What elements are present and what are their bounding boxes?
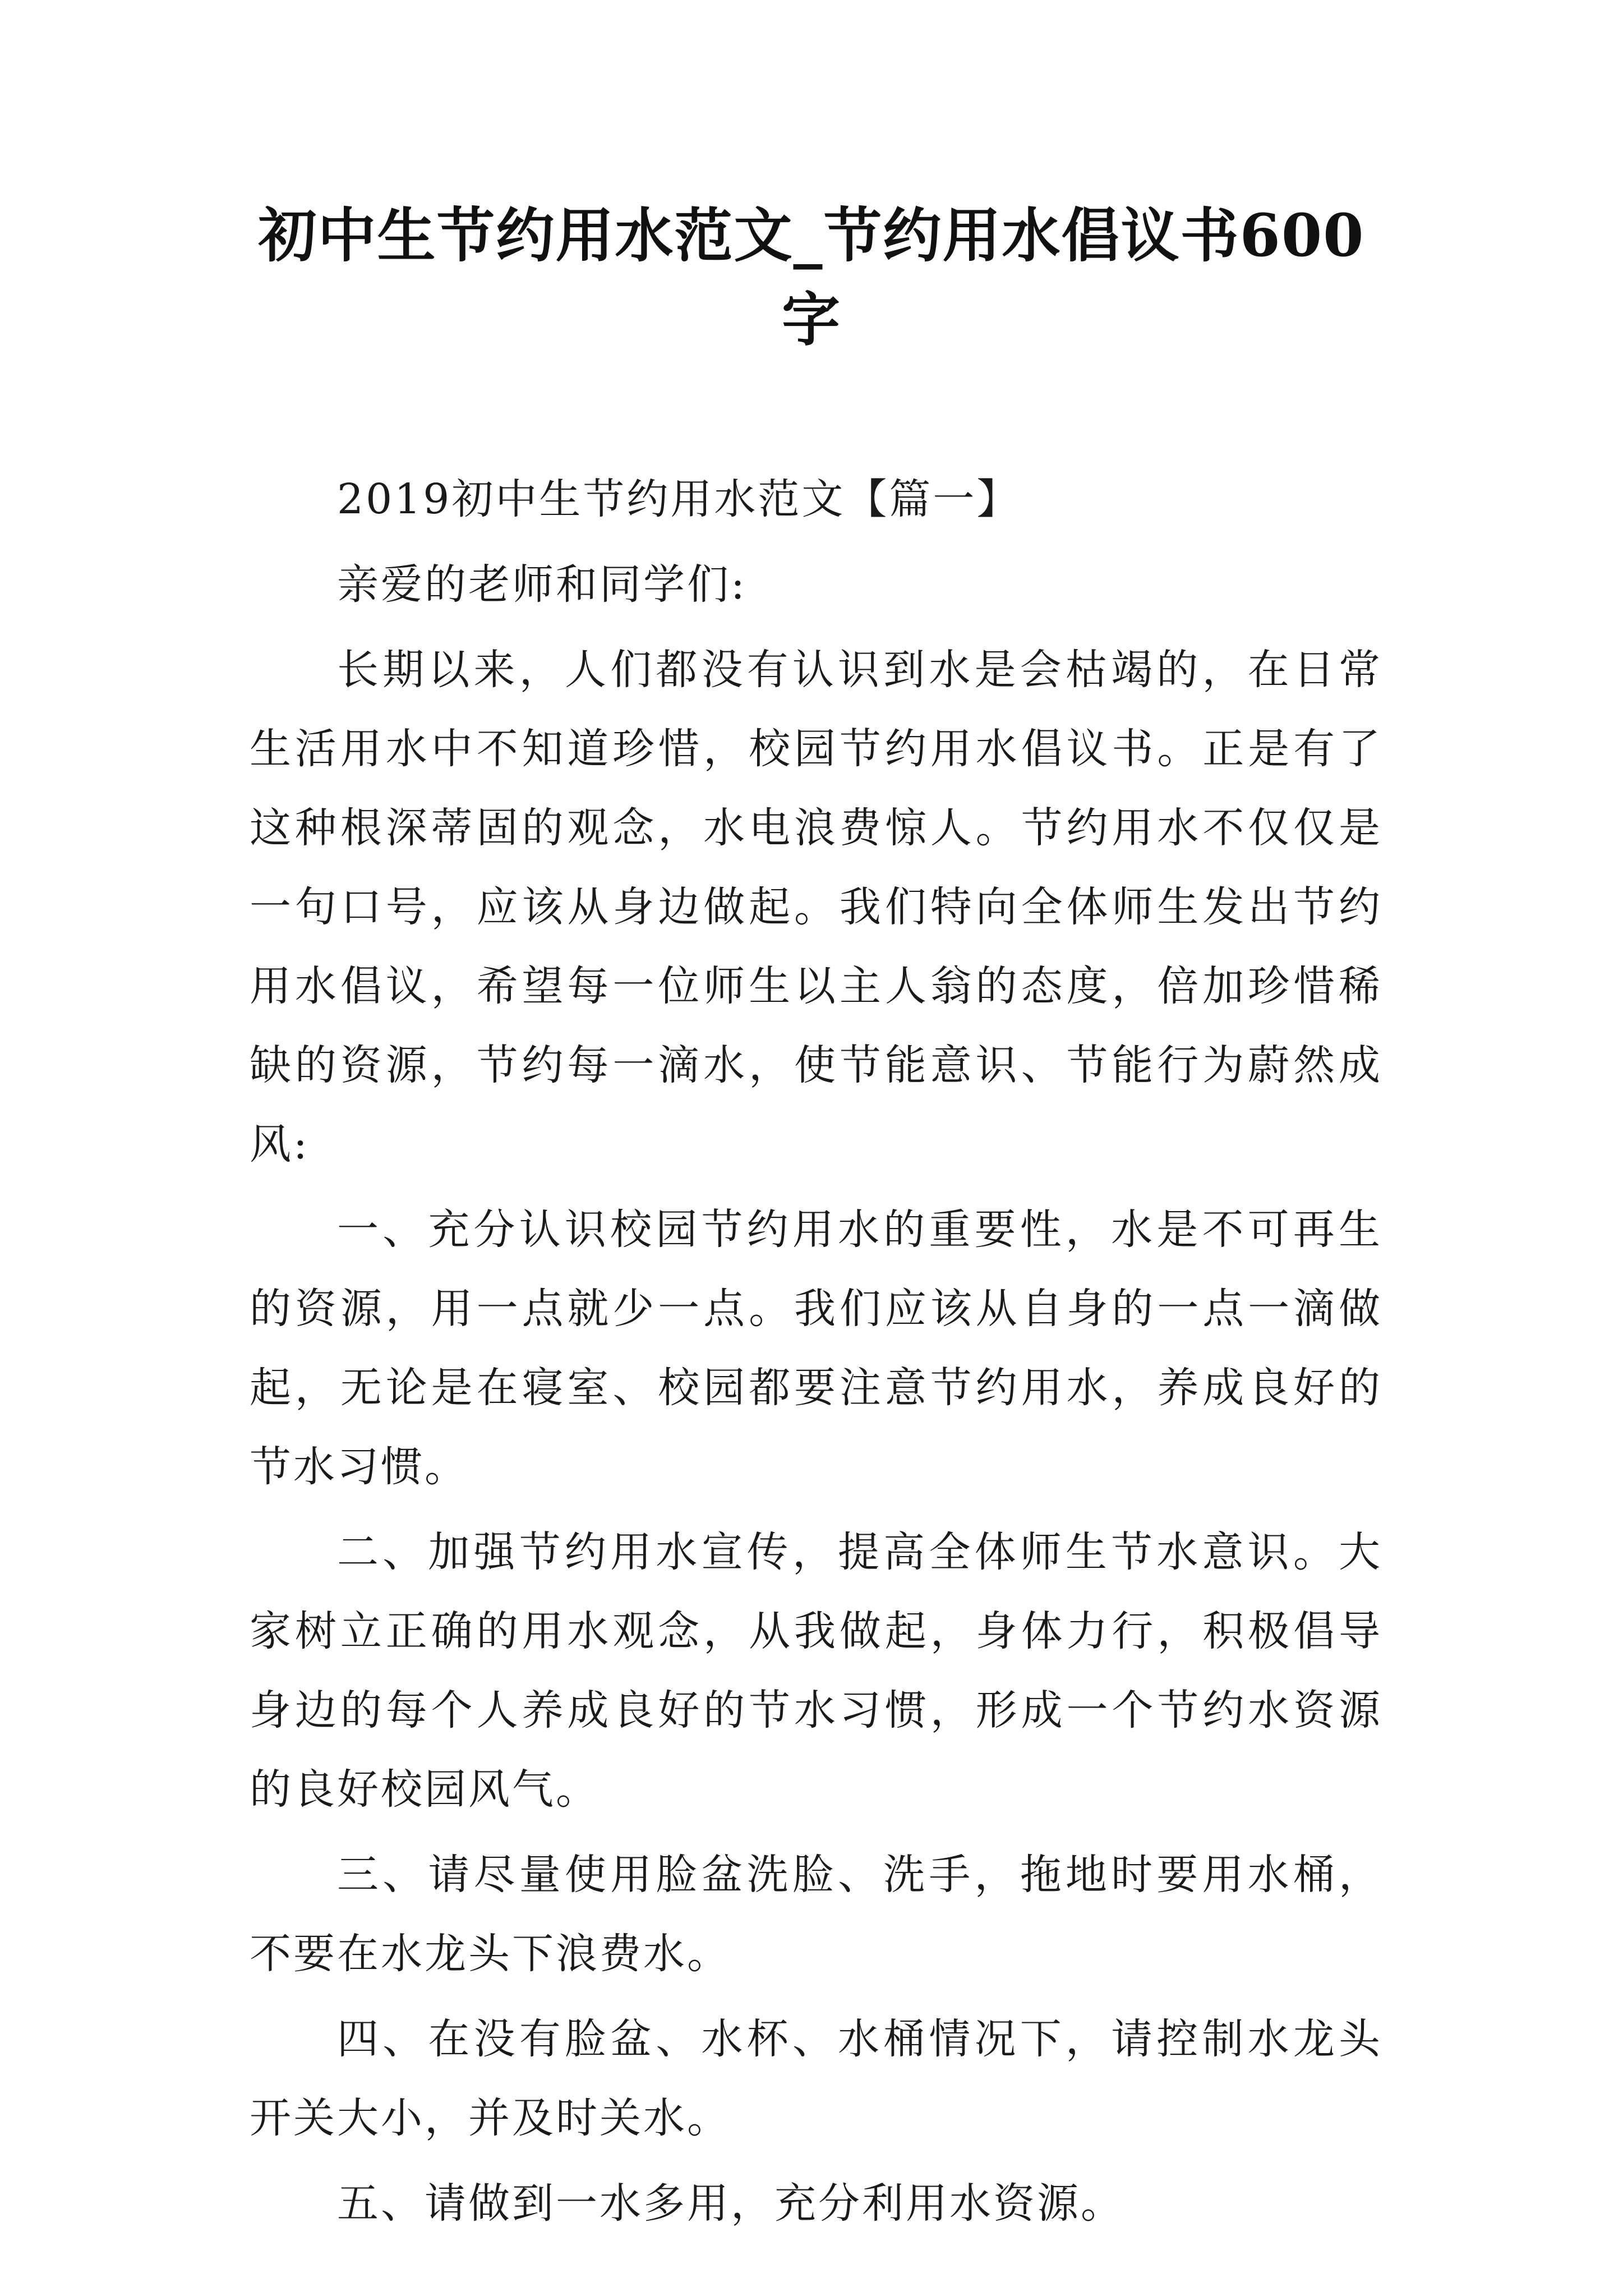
- section-heading: 2019初中生节约用水范文【篇一】: [337, 475, 1021, 523]
- paragraph-item-2: 二、加强节约用水宣传，提高全体师生节水意识。大家树立正确的用水观念，从我做起，身体力行，积极倡导身边的每个人养成良好的节水习惯，形成一个节约水资源的良好校园风气。: [250, 1528, 1382, 1814]
- salutation: 亲爱的老师和同学们:: [337, 560, 747, 609]
- document-body: [250, 460, 1382, 2249]
- paragraph-item-3: 三、请尽量使用脸盆洗脸、洗手，拖地时要用水桶，不要在水龙头下浪费水。: [250, 1851, 1382, 1978]
- paragraph-item-4: 四、在没有脸盆、水杯、水桶情况下，请控制水龙头开关大小，并及时关水。: [250, 2015, 1382, 2142]
- paragraph-intro: 长期以来，人们都没有认识到水是会枯竭的，在日常生活用水中不知道珍惜，校园节约用水倡议书。正是有了这种根深蒂固的观念，水电浪费惊人。节约用水不仅仅是一句口号，应该从身边做起。我们特向全体师生发出节约用水倡议，希望每一位师生以主人翁的态度，倍加珍惜稀缺的资源，节约每一滴水，使节能意识、节能行为蔚然成风:: [250, 646, 1382, 1168]
- paragraph-item-1: 一、充分认识校园节约用水的重要性，水是不可再生的资源，用一点就少一点。我们应该从自身的一点一滴做起，无论是在寝室、校园都要注意节约用水，养成良好的节水习惯。: [250, 1205, 1382, 1491]
- paragraph-item-5: 五、请做到一水多用，充分利用水资源。: [337, 2179, 1124, 2228]
- document-title: 初中生节约用水范文_节约用水倡议书600字: [258, 201, 1365, 354]
